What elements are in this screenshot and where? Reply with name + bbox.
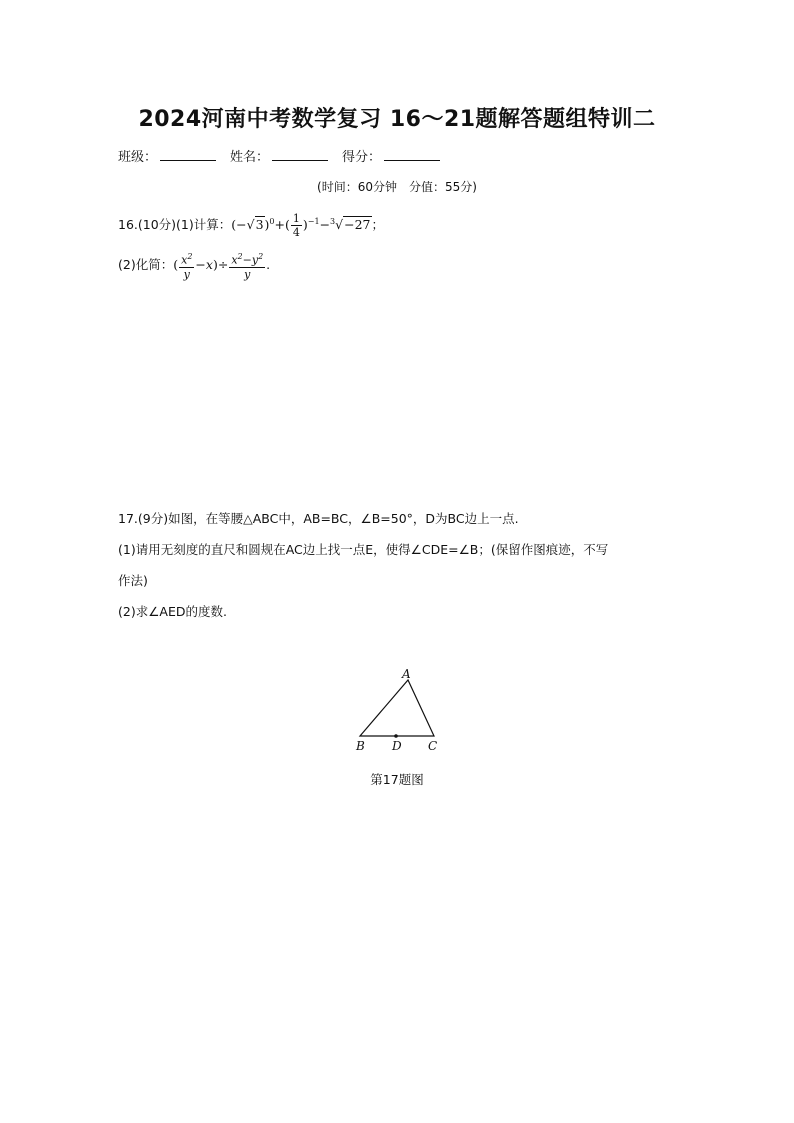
- label-d: D: [392, 739, 402, 753]
- q16-expression-2: ( $\frac{x^2}{y}$ −x)÷ $\frac{x^2-y^2}{y}$ .: [173, 252, 271, 281]
- q16-part1: [118, 212, 384, 239]
- score-blank[interactable]: [384, 148, 440, 161]
- name-blank[interactable]: [272, 148, 328, 161]
- point-d: [394, 734, 398, 738]
- triangle-figure: [340, 660, 460, 760]
- label-c: C: [428, 739, 438, 753]
- q16-prefix: 16.(10分)(1)计算：: [118, 217, 232, 232]
- figure-caption: 第17题图: [370, 772, 424, 787]
- name-field: [230, 146, 328, 165]
- class-field: [118, 146, 216, 165]
- fraction-one-quarter: $\frac{1}{4}$: [292, 212, 300, 239]
- class-blank[interactable]: [160, 148, 216, 161]
- time-info: (时间：60分钟 分值：55分): [317, 180, 477, 194]
- q17-part1-cont: 作法): [118, 573, 148, 588]
- q17-stem: 17.(9分)如图，在等腰△ABC中，AB=BC，∠B=50°，D为BC边上一点.: [118, 511, 519, 526]
- name-label: 姓名：: [230, 150, 270, 165]
- q16-part2-prefix: (2)化简：: [118, 256, 174, 272]
- label-a: A: [402, 667, 411, 681]
- student-info-row: [118, 146, 440, 165]
- label-b: B: [356, 739, 365, 753]
- score-label: 得分：: [342, 150, 382, 165]
- class-label: 班级：: [118, 150, 158, 165]
- q16-part2: [118, 250, 270, 281]
- q17-part1: (1)请用无刻度的直尺和圆规在AC边上找一点E，使得∠CDE=∠B；(保留作图痕迹，不写: [118, 542, 609, 557]
- q16-expression-1: $(-√3)^0+$( $\frac{1}{4}$ )$^{-1}$−$^3$√−27；: [231, 212, 385, 239]
- page-title: 2024河南中考数学复习 16～21题解答题组特训二: [138, 107, 656, 132]
- triangle-abc: [360, 680, 434, 736]
- score-field: [342, 146, 440, 165]
- q17-part2: (2)求∠AED的度数.: [118, 604, 227, 619]
